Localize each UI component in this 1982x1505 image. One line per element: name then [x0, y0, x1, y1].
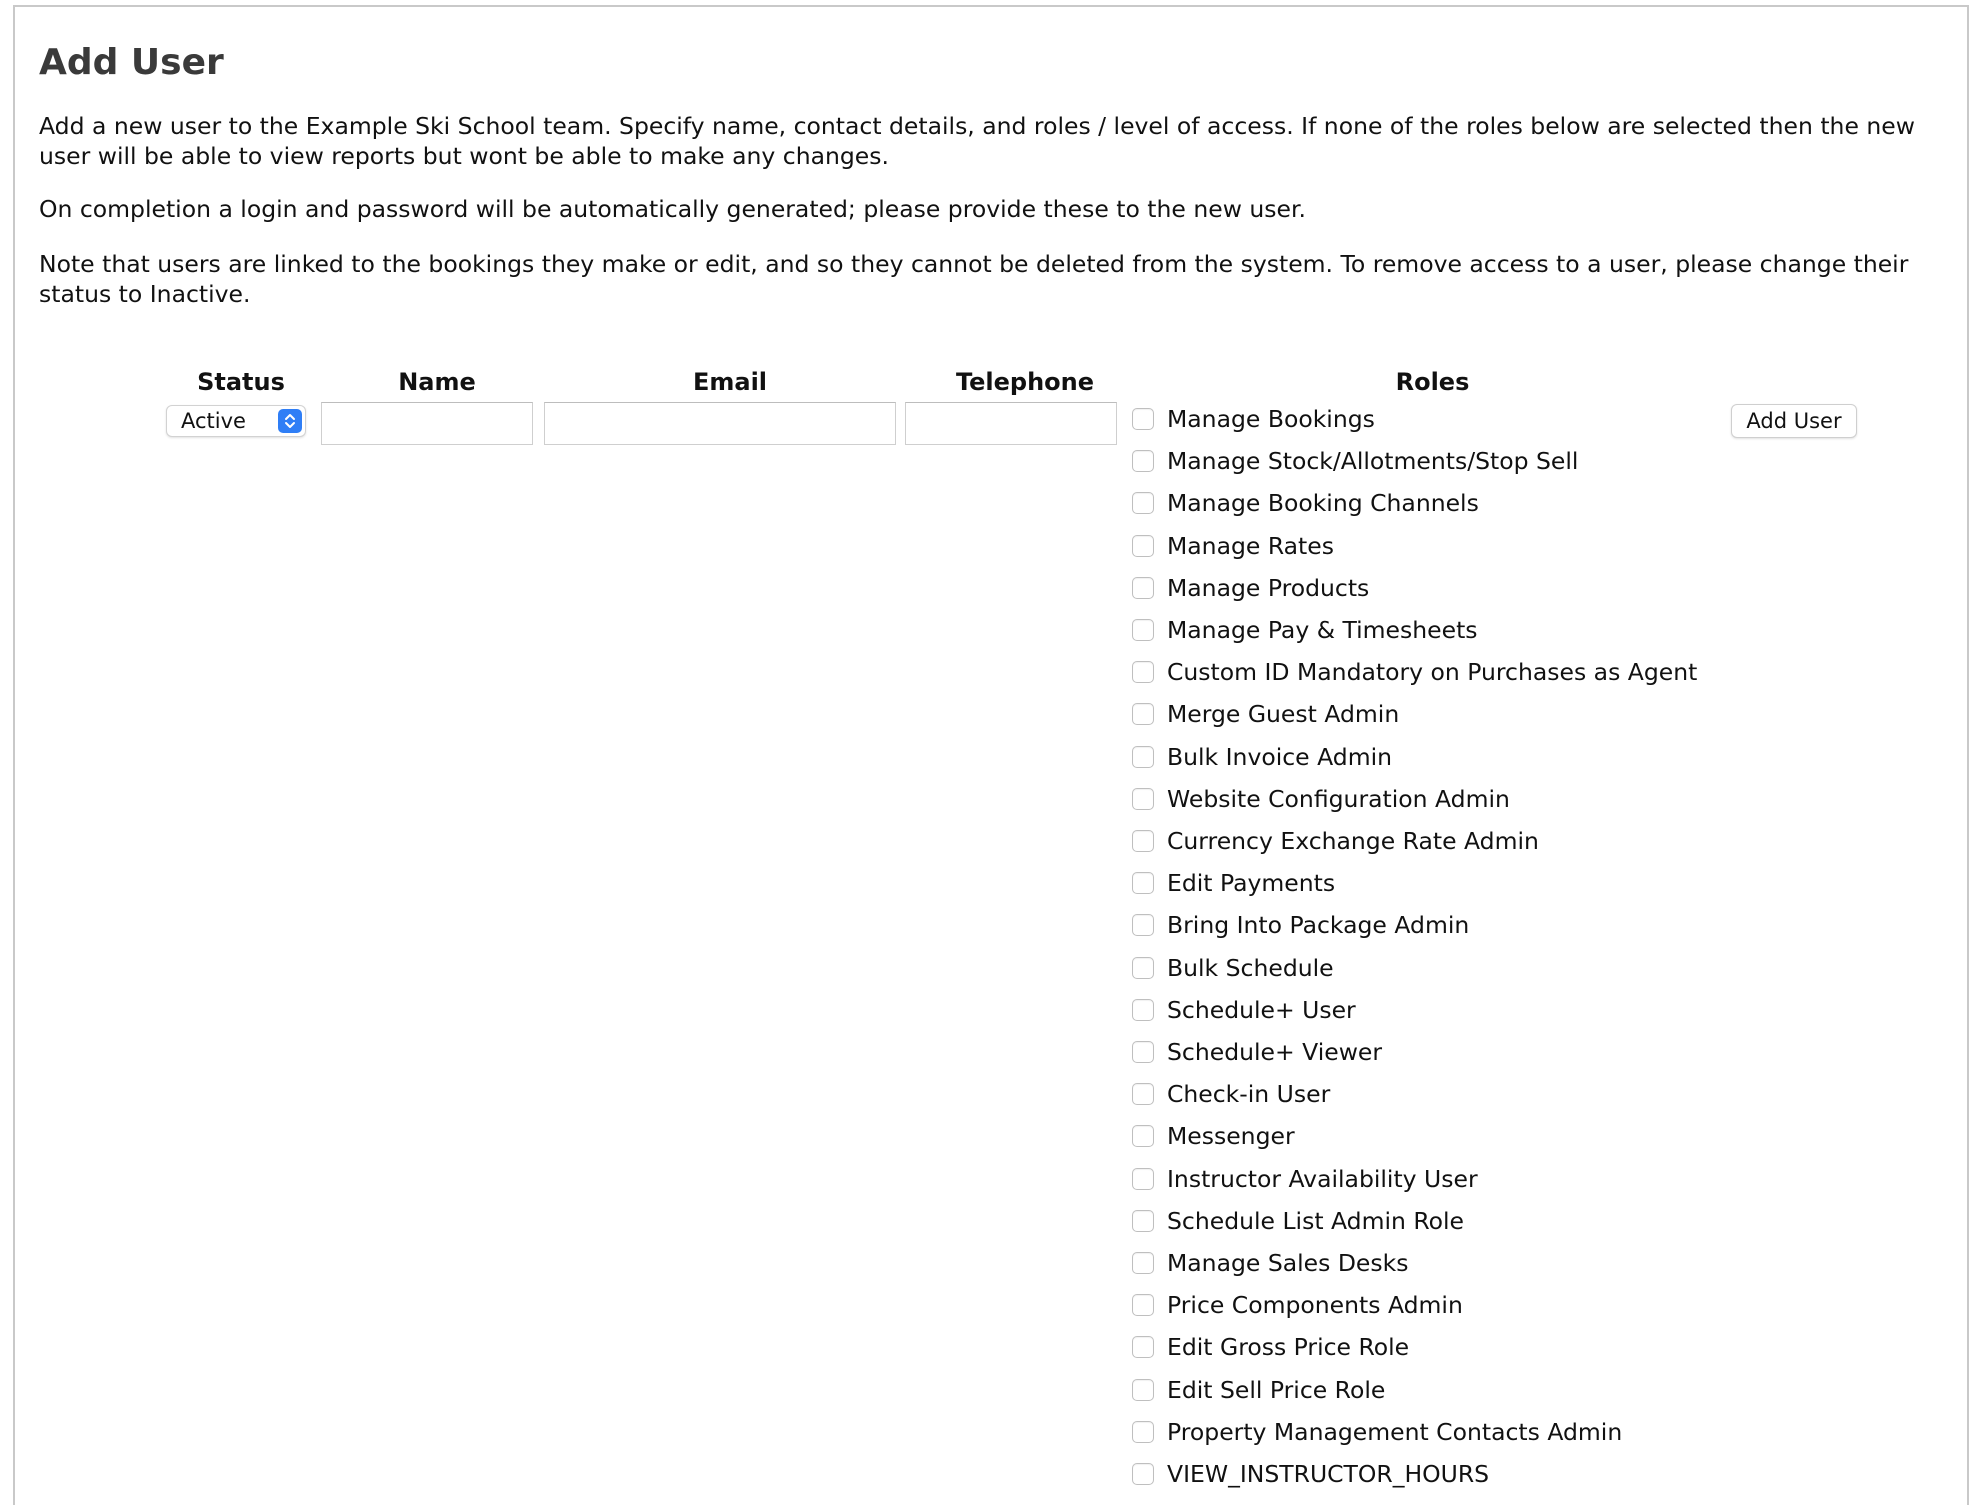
email-input[interactable] [544, 402, 896, 445]
note-paragraph: Note that users are linked to the bookings they make or edit, and so they cannot be deleted from the system. To remove access to a user, please change their status to Inactive. [39, 250, 1909, 308]
role-label: Manage Stock/Allotments/Stop Sell [1167, 447, 1579, 476]
role-label: Schedule+ User [1167, 995, 1356, 1024]
role-checkbox[interactable] [1132, 408, 1154, 430]
role-label: Merge Guest Admin [1167, 700, 1400, 729]
role-checkbox[interactable] [1132, 703, 1154, 725]
role-label: Property Management Contacts Admin [1167, 1417, 1623, 1446]
name-column-header: Name [398, 368, 476, 396]
intro-paragraph: Add a new user to the Example Ski School team. Specify name, contact details, and roles / level of access. If none of the roles below are selected then the new user will be able to view reports but wont be able to make any changes. [39, 112, 1915, 170]
role-label: Bring Into Package Admin [1167, 911, 1470, 940]
credentials-paragraph: On completion a login and password will be automatically generated; please provide these to the new user. [39, 195, 1306, 223]
role-label: Bulk Invoice Admin [1167, 742, 1393, 771]
email-column-header: Email [692, 368, 768, 396]
role-label: Messenger [1167, 1122, 1295, 1151]
role-label: Manage Products [1167, 573, 1370, 602]
role-checkbox[interactable] [1132, 957, 1154, 979]
role-checkbox[interactable] [1132, 1294, 1154, 1316]
add-user-button[interactable]: Add User [1731, 404, 1857, 438]
role-checkbox[interactable] [1132, 535, 1154, 557]
role-checkbox[interactable] [1132, 914, 1154, 936]
role-checkbox[interactable] [1132, 1041, 1154, 1063]
role-checkbox[interactable] [1132, 746, 1154, 768]
role-checkbox[interactable] [1132, 999, 1154, 1021]
role-label: Manage Rates [1167, 531, 1334, 560]
add-user-panel [13, 5, 1969, 1505]
role-checkbox[interactable] [1132, 1083, 1154, 1105]
role-checkbox[interactable] [1132, 661, 1154, 683]
role-checkbox[interactable] [1132, 450, 1154, 472]
name-input[interactable] [321, 402, 533, 445]
role-label: Check-in User [1167, 1080, 1331, 1109]
role-label: Manage Pay & Timesheets [1167, 616, 1478, 644]
telephone-column-header: Telephone [955, 368, 1095, 396]
role-checkbox[interactable] [1132, 1252, 1154, 1274]
role-label: Manage Bookings [1167, 405, 1375, 433]
telephone-input[interactable] [905, 402, 1117, 445]
role-checkbox[interactable] [1132, 1168, 1154, 1190]
role-checkbox[interactable] [1132, 577, 1154, 599]
role-checkbox[interactable] [1132, 1463, 1154, 1485]
role-checkbox[interactable] [1132, 1210, 1154, 1232]
role-label: Manage Booking Channels [1167, 489, 1479, 518]
role-checkbox[interactable] [1132, 619, 1154, 641]
role-checkbox[interactable] [1132, 788, 1154, 810]
role-label: VIEW_INSTRUCTOR_HOURS [1167, 1460, 1490, 1488]
role-label: Custom ID Mandatory on Purchases as Agent [1167, 658, 1698, 687]
role-label: Schedule List Admin Role [1167, 1206, 1465, 1235]
status-column-header: Status [197, 368, 285, 396]
role-checkbox[interactable] [1132, 1336, 1154, 1358]
role-label: Edit Payments [1167, 869, 1336, 898]
chevron-updown-icon [278, 409, 302, 433]
role-checkbox[interactable] [1132, 830, 1154, 852]
role-checkbox[interactable] [1132, 872, 1154, 894]
role-label: Website Configuration Admin [1167, 784, 1510, 813]
role-label: Bulk Schedule [1167, 953, 1334, 982]
role-label: Edit Gross Price Role [1167, 1333, 1410, 1362]
role-label: Manage Sales Desks [1167, 1249, 1409, 1277]
role-checkbox[interactable] [1132, 1125, 1154, 1147]
role-checkbox[interactable] [1132, 492, 1154, 514]
role-label: Instructor Availability User [1167, 1164, 1478, 1193]
role-checkbox[interactable] [1132, 1421, 1154, 1443]
role-label: Price Components Admin [1167, 1291, 1463, 1320]
roles-column-header: Roles [1395, 368, 1470, 396]
page-title: Add User [39, 42, 224, 83]
status-select[interactable] [166, 405, 306, 437]
role-label: Schedule+ Viewer [1167, 1038, 1383, 1066]
role-label: Edit Sell Price Role [1167, 1375, 1386, 1404]
role-checkbox[interactable] [1132, 1379, 1154, 1401]
role-label: Currency Exchange Rate Admin [1167, 827, 1539, 855]
status-select-value: Active [181, 409, 246, 433]
